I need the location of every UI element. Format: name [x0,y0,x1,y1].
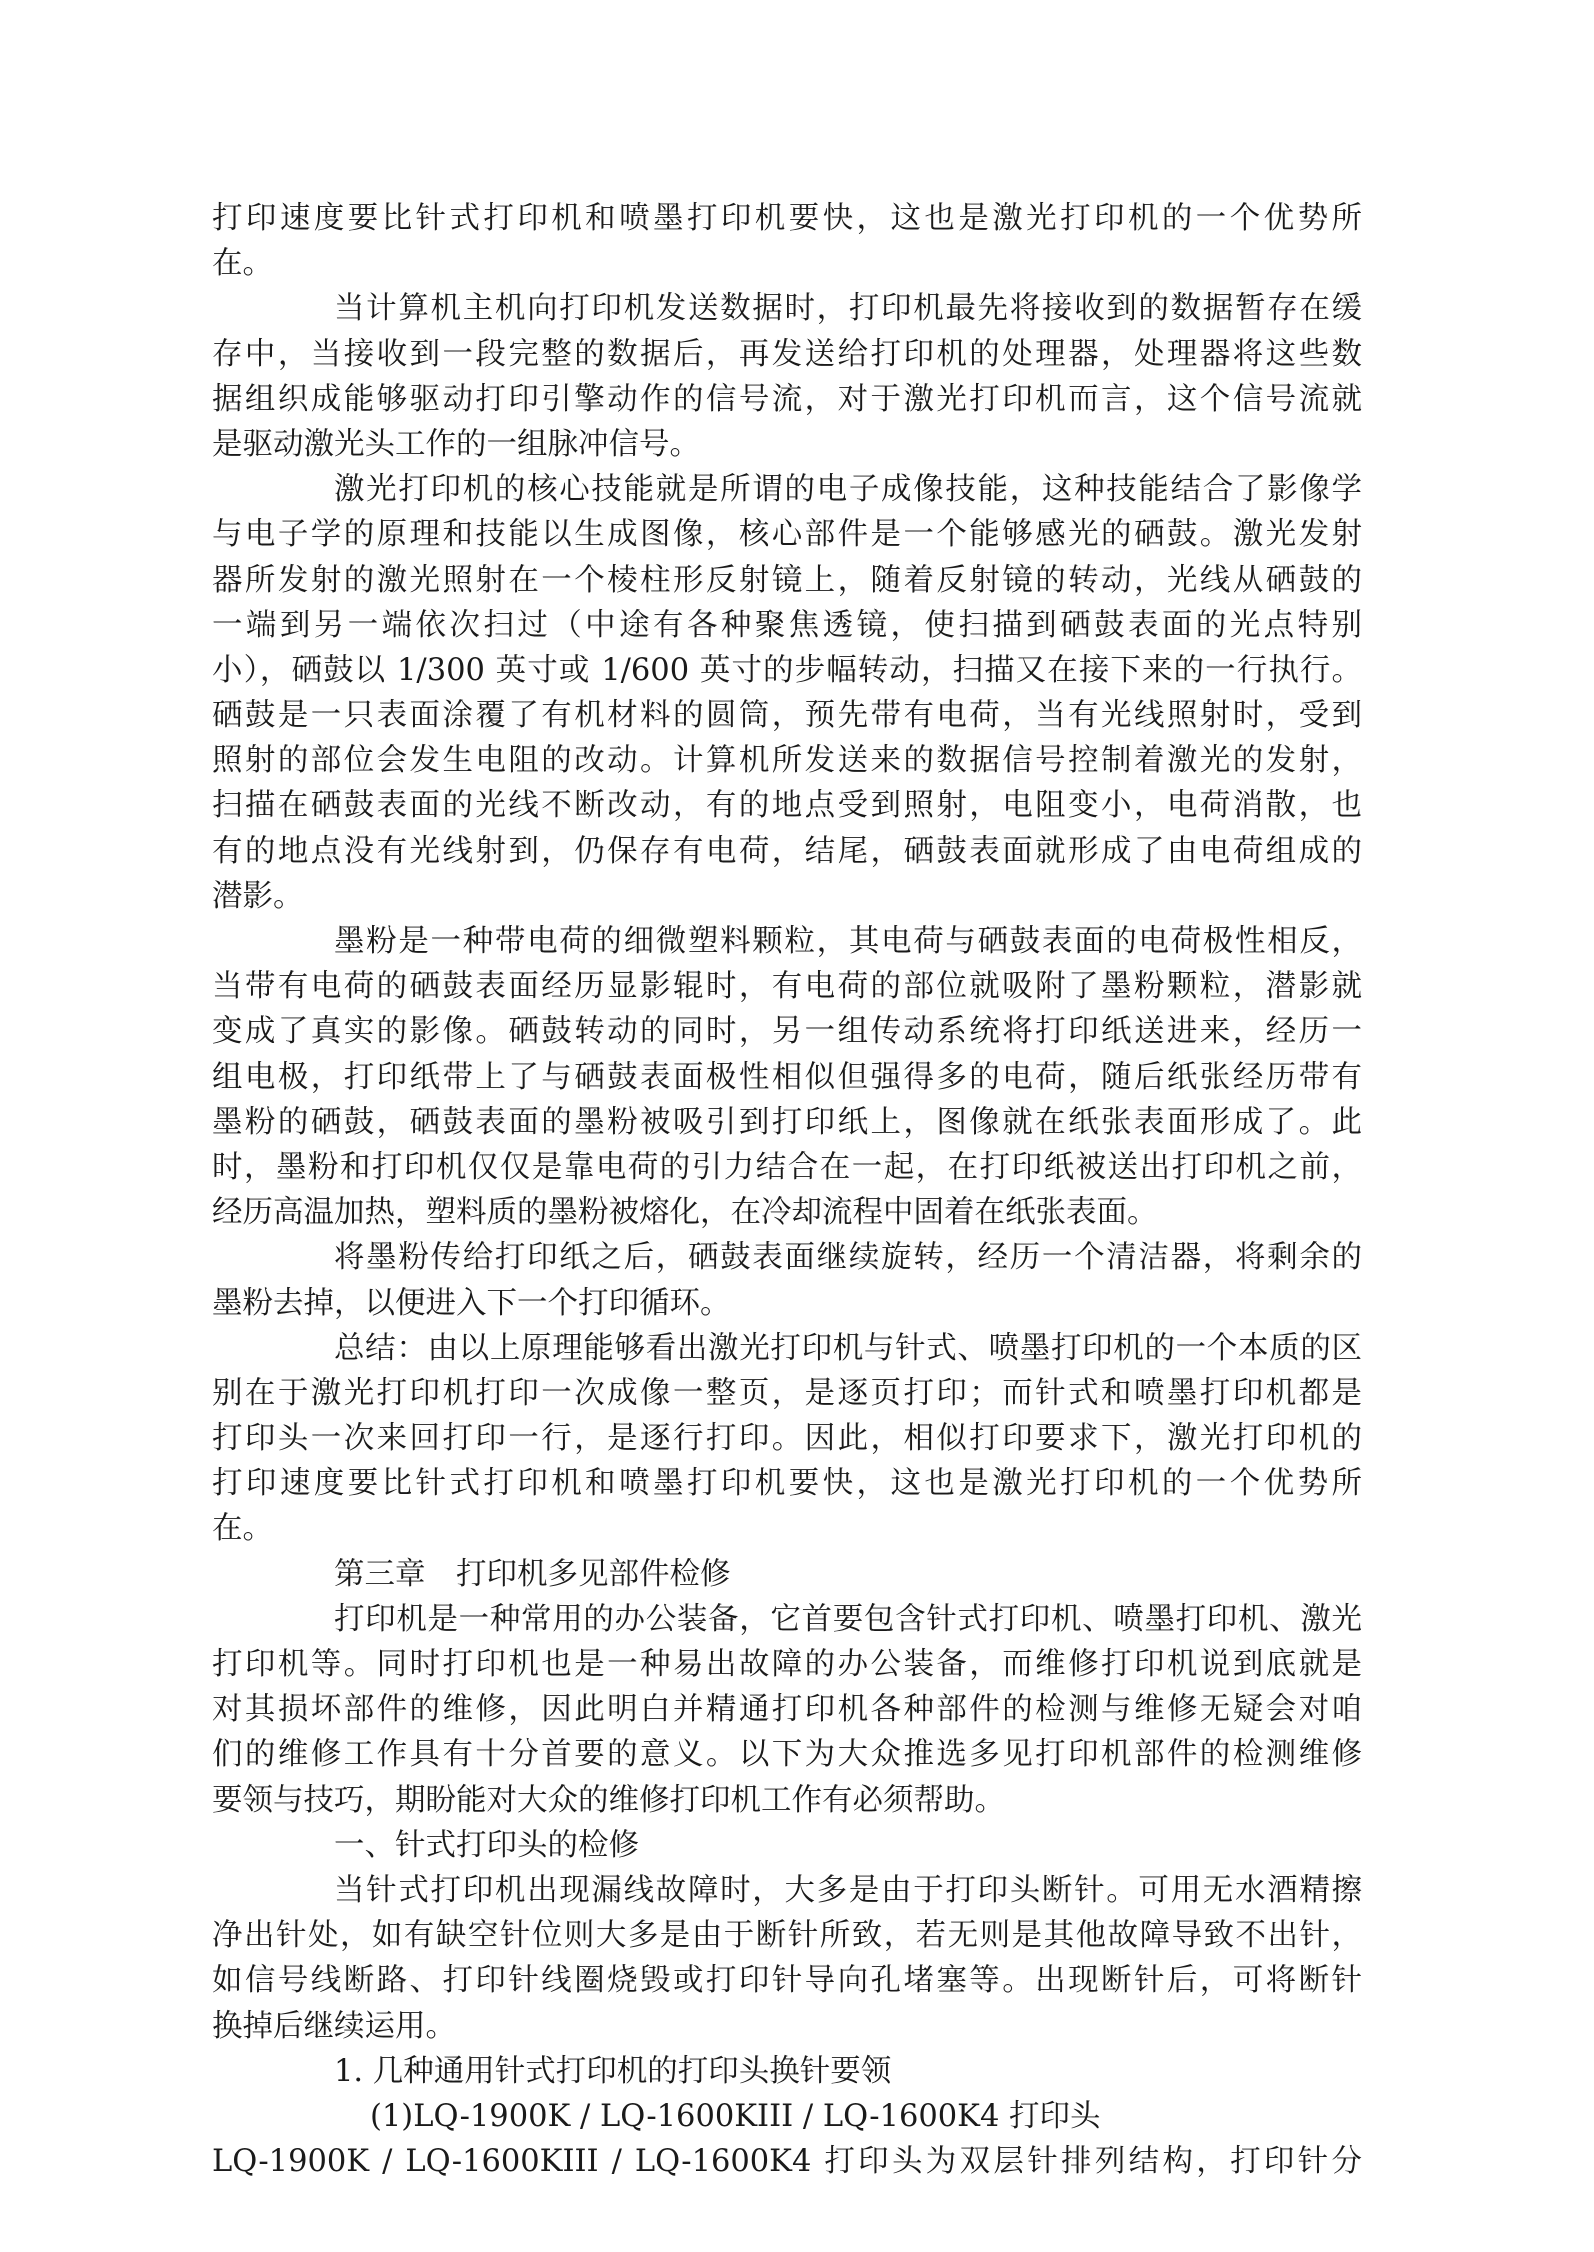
text-line: 当计算机主机向打印机发送数据时，打印机最先将接收到的数据暂存在缓 [334,291,1362,327]
text-line: 将墨粉传给打印纸之后，硒鼓表面继续旋转，经历一个清洁器，将剩余的 [334,1240,1362,1276]
text-line: 打印机等。同时打印机也是一种易出故障的办公装备，而维修打印机说到底就是 [212,1647,1362,1682]
text-line: 一、针式打印头的检修 [334,1827,639,1863]
text-line: 打印机是一种常用的办公装备，它首要包含针式打印机、喷墨打印机、激光 [334,1601,1362,1637]
text-line: 变成了真实的影像。硒鼓转动的同时，另一组传动系统将打印纸送进来，经历一 [212,1014,1362,1050]
text-line: 们的维修工作具有十分首要的意义。以下为大众推选多见打印机部件的检测维修 [212,1737,1362,1773]
text-line: 在。 [212,246,273,282]
text-line: 是驱动激光头工作的一组脉冲信号。 [212,426,700,462]
text-line: 当针式打印机出现漏线故障时，大多是由于打印头断针。可用无水酒精擦 [334,1872,1362,1908]
text-line: 墨粉是一种带电荷的细微塑料颗粒，其电荷与硒鼓表面的电荷极性相反， [334,924,1362,959]
text-line: 墨粉的硒鼓，硒鼓表面的墨粉被吸引到打印纸上，图像就在纸张表面形成了。此 [212,1104,1362,1140]
text-line: 对其损坏部件的维修，因此明白并精通打印机各种部件的检测与维修无疑会对咱 [212,1692,1362,1728]
text-line: 打印头一次来回打印一行，是逐行打印。因此，相似打印要求下，激光打印机的 [212,1421,1362,1457]
text-line: 打印速度要比针式打印机和喷墨打印机要快，这也是激光打印机的一个优势所 [212,1466,1362,1502]
text-line: 第三章 打印机多见部件检修 [334,1556,731,1592]
text-line: 组电极，打印纸带上了与硒鼓表面极性相似但强得多的电荷，随后纸张经历带有 [212,1059,1362,1095]
text-line: 经历高温加热，塑料质的墨粉被熔化，在冷却流程中固着在纸张表面。 [212,1195,1158,1231]
document-body [212,196,1362,2184]
text-line: 墨粉去掉，以便进入下一个打印循环。 [212,1285,731,1321]
text-line: 有的地点没有光线射到，仍保存有电荷，结尾，硒鼓表面就形成了由电荷组成的 [212,833,1362,869]
text-line: 总结：由以上原理能够看出激光打印机与针式、喷墨打印机的一个本质的区 [334,1330,1362,1366]
text-line: 如信号线断路、打印针线圈烧毁或打印针导向孔堵塞等。出现断针后，可将断针 [212,1963,1362,1999]
text-line: 一端到另一端依次扫过（中途有各种聚焦透镜，使扫描到硒鼓表面的光点特别 [212,607,1362,643]
text-line: 硒鼓是一只表面涂覆了有机材料的圆筒，预先带有电荷，当有光线照射时，受到 [212,698,1362,734]
text-line: 时，墨粉和打印机仅仅是靠电荷的引力结合在一起，在打印纸被送出打印机之前， [212,1149,1362,1185]
text-line: LQ-1900K / LQ-1600KIII / LQ-1600K4 打印头为双层针排列结构，打印针分 [212,2144,1362,2180]
text-line: 照射的部位会发生电阻的改动。计算机所发送来的数据信号控制着激光的发射， [212,743,1362,779]
text-line: 与电子学的原理和技能以生成图像，核心部件是一个能够感光的硒鼓。激光发射 [212,517,1362,553]
text-line: (1)LQ-1900K / LQ-1600KIII / LQ-1600K4 打印头 [370,2098,1101,2134]
text-line: 打印速度要比针式打印机和喷墨打印机要快，这也是激光打印机的一个优势所 [212,201,1362,236]
text-line: 据组织成能够驱动打印引擎动作的信号流，对于激光打印机而言，这个信号流就 [212,381,1362,417]
text-line: 当带有电荷的硒鼓表面经历显影辊时，有电荷的部位就吸附了墨粉颗粒，潜影就 [212,969,1362,1005]
text-line: 1. 几种通用针式打印机的打印头换针要领 [334,2053,892,2089]
text-line: 换掉后继续运用。 [212,2008,456,2044]
text-line: 别在于激光打印机打印一次成像一整页，是逐页打印；而针式和喷墨打印机都是 [212,1375,1362,1411]
text-line: 激光打印机的核心技能就是所谓的电子成像技能，这种技能结合了影像学 [334,472,1362,508]
text-line: 要领与技巧，期盼能对大众的维修打印机工作有必须帮助。 [212,1782,1005,1818]
text-line: 潜影。 [212,878,304,914]
text-line: 扫描在硒鼓表面的光线不断改动，有的地点受到照射，电阻变小，电荷消散，也 [212,788,1362,824]
text-line: 小），硒鼓以 1/300 英寸或 1/600 英寸的步幅转动，扫描又在接下来的一行执行。 [212,652,1362,688]
text-line: 存中，当接收到一段完整的数据后，再发送给打印机的处理器，处理器将这些数 [212,336,1362,372]
text-line: 净出针处，如有缺空针位则大多是由于断针所致，若无则是其他故障导致不出针， [212,1918,1362,1954]
text-line: 器所发射的激光照射在一个棱柱形反射镜上，随着反射镜的转动，光线从硒鼓的 [212,562,1362,598]
text-line: 在。 [212,1511,273,1547]
